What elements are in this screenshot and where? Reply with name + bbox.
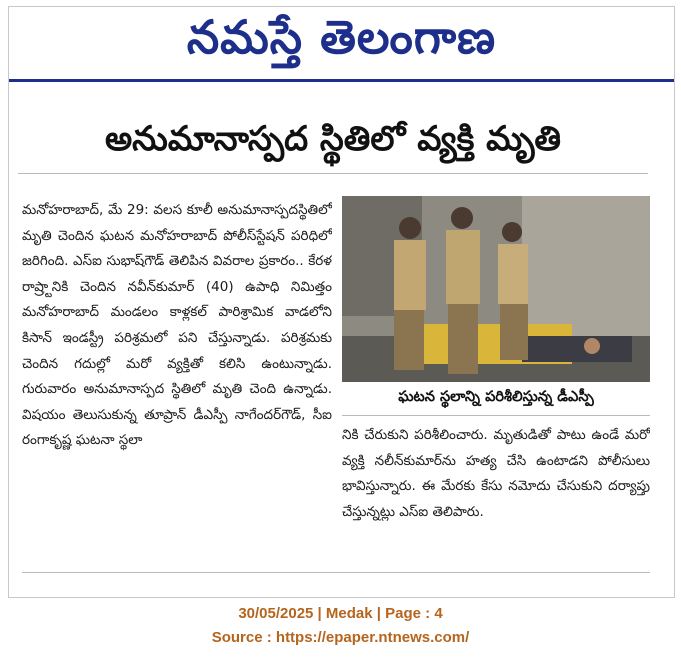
source-link[interactable]: Source : https://epaper.ntnews.com/ — [211, 629, 470, 646]
masthead — [9, 7, 674, 82]
article-body-right-column: నికి చేరుకుని పరిశీలించారు. మృతుడితో పాటు ఉండే మరో వ్యక్తి నలీన్‌కుమార్‌ను హత్య చేసి ఉంటాడని పోలీసులు భావిస్తున్నారు. ఈ మేరకు కేసు నమోదు చేసుకుని దర్యాప్తు చేస్తున్నట్లు ఎస్‌ఐ తెలిపారు. — [342, 427, 650, 520]
police-inspection-photo — [342, 196, 650, 382]
article-body-left-column: మనోహరాబాద్, మే 29: వలస కూలీ అనుమానాస్పదస్థితిలో మృతి చెందిన ఘటన మనోహరాబాద్ పోలీస్‌స్టేషన్ పరిధిలో జరిగింది. ఎస్‌ఐ సుభాష్‌గౌడ్ తెలిపిన వివరాల ప్రకారం.. కేరళ రాష్ర్టానికి చెందిన నవీన్‌కుమార్ (40) ఉపాధి నిమిత్తం మనోహరాబాద్ మండలం కాళ్లకల్ పారిశ్రామిక వాడలోని కిసాన్ ఇండస్ట్రీ పరిశ్రమలో పని చేస్తున్నాడు. పరిశ్రమకు చెందిన గదుల్లో మరో వ్యక్తితో కలిసి ఉంటున్నాడు. గురువారం అనుమానాస్పద స్థితిలో మృతి చెంది ఉన్నాడు. విషయం తెలుసుకున్న తూప్రాన్ డీఎస్పీ నాగేందర్‌గౌడ్, సీఐ రంగాకృష్ణ ఘటనా స్థలా — [22, 202, 332, 449]
edition-info: 30/05/2025 | Medak | Page : 4 — [238, 605, 443, 622]
page-footer — [0, 602, 681, 650]
photo-caption: ఘటన స్థలాన్ని పరిశీలిస్తున్న డీఎస్పీ — [342, 383, 650, 416]
bottom-divider — [22, 572, 650, 573]
article-photo — [342, 196, 650, 382]
article-headline: అనుమానాస్పద స్థితిలో వ్యక్తి మృతి — [18, 113, 648, 174]
masthead-title: నమస్తే తెలంగాణ — [186, 10, 497, 64]
